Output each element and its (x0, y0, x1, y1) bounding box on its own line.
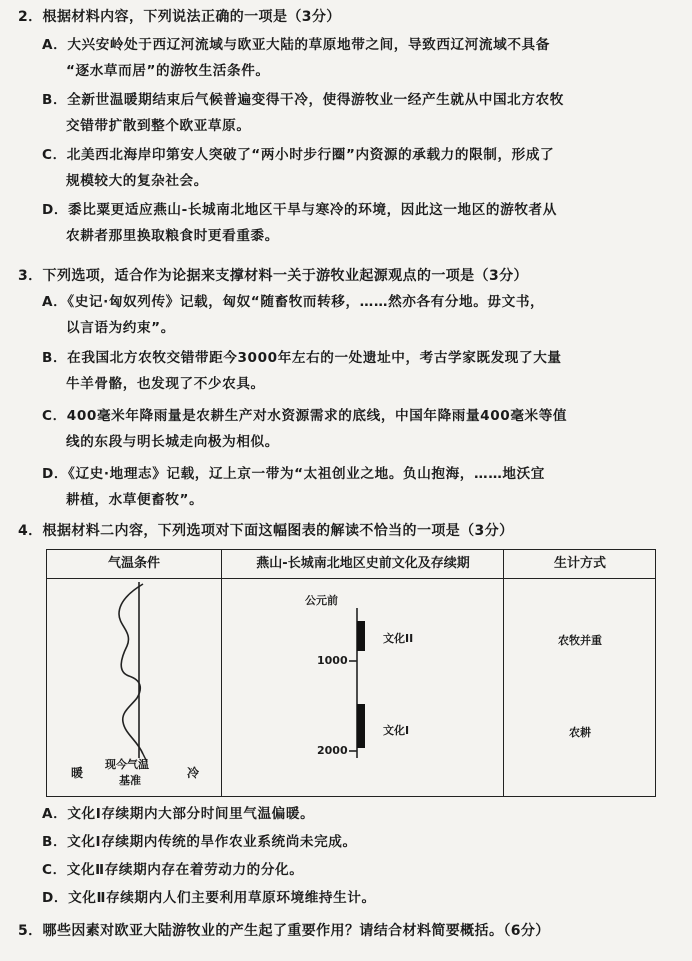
q4-option-c[interactable]: C．文化Ⅱ存续期内存在着劳动力的分化。 (42, 862, 304, 878)
warm-label: 暖 (71, 766, 84, 780)
q3-option-b-line1: B．在我国北方农牧交错带距今3000年左右的一处遗址中，考古学家既发现了大量 (42, 350, 562, 366)
q3-option-a[interactable] (42, 290, 662, 341)
culture-2-label: 文化II (383, 632, 414, 645)
q3-option-d-line1: D．《辽史·地理志》记载，辽上京一带为“太祖创业之地。负山抱海，……地沃宜 (42, 466, 545, 482)
q3-option-d[interactable] (42, 462, 662, 513)
q3-option-c-line2: 线的东段与明长城走向极为相似。 (66, 433, 279, 450)
baseline-label-line2: 基准 (119, 774, 141, 787)
q2-option-d-line1: D．黍比粟更适应燕山-长城南北地区干旱与寒冷的环境，因此这一地区的游牧者从 (42, 202, 557, 218)
q2-option-d-line2: 农耕者那里换取粮食时更看重黍。 (66, 227, 279, 244)
q3-option-b-line2: 牛羊骨骼，也发现了不少农具。 (66, 375, 265, 392)
q2-option-a[interactable] (42, 33, 662, 84)
question-4-stem: 4．根据材料二内容，下列选项对下面这幅图表的解读不恰当的一项是（3分） (18, 523, 514, 539)
culture-1-bar (357, 704, 365, 748)
q4-option-d[interactable]: D．文化Ⅱ存续期内人们主要利用草原环境维持生计。 (42, 890, 376, 906)
culture-2-bar (357, 621, 365, 651)
q3-option-a-line1: A．《史记·匈奴列传》记载，匈奴“随畜牧而转移，……然亦各有分地。毋文书， (42, 294, 545, 310)
culture-1-label: 文化I (383, 724, 410, 737)
q2-option-b-line2: 交错带扩散到整个欧亚草原。 (66, 117, 251, 134)
question-2-stem: 2．根据材料内容，下列说法正确的一项是（3分） (18, 9, 341, 25)
q4-option-b[interactable]: B．文化Ⅰ存续期内传统的旱作农业系统尚未完成。 (42, 834, 357, 850)
question-3-stem: 3．下列选项，适合作为论据来支撑材料一关于游牧业起源观点的一项是（3分） (18, 268, 528, 284)
cold-label: 冷 (187, 766, 200, 780)
q3-option-a-line2: 以言语为约束”。 (66, 319, 175, 336)
table-header-divider (47, 578, 655, 579)
q2-option-c-line2: 规模较大的复杂社会。 (66, 172, 208, 189)
q2-option-d[interactable] (42, 198, 662, 249)
header-cultures: 燕山-长城南北地区史前文化及存续期 (256, 556, 470, 571)
header-temperature: 气温条件 (107, 556, 160, 571)
livelihood-culture-1: 农耕 (569, 726, 591, 739)
table-column-divider-2 (503, 550, 504, 796)
header-livelihood: 生计方式 (553, 556, 606, 571)
culture-climate-table (46, 549, 656, 797)
q2-option-b[interactable] (42, 88, 662, 139)
question-5-stem: 5．哪些因素对欧亚大陆游牧业的产生起了重要作用？请结合材料简要概括。（6分） (18, 923, 550, 939)
timeline-title: 公元前 (305, 594, 338, 607)
q3-option-c-line1: C．400毫米年降雨量是农耕生产对水资源需求的底线，中国年降雨量400毫米等值 (42, 408, 568, 424)
q2-option-c-line1: C．北美西北海岸印第安人突破了“两小时步行圈”内资源的承载力的限制，形成了 (42, 147, 555, 163)
q3-option-b[interactable] (42, 346, 662, 397)
tick-2000-label: 2000 (317, 744, 348, 757)
q3-option-c[interactable] (42, 404, 662, 455)
q3-option-d-line2: 耕植，水草便畜牧”。 (66, 491, 204, 508)
q2-option-b-line1: B．全新世温暖期结束后气候普遍变得干冷，使得游牧业一经产生就从中国北方农牧 (42, 92, 564, 108)
q2-option-a-line2: “逐水草而居”的游牧生活条件。 (66, 62, 270, 79)
table-column-divider-1 (221, 550, 222, 796)
q2-option-c[interactable] (42, 143, 662, 194)
q4-option-a[interactable]: A．文化Ⅰ存续期内大部分时间里气温偏暖。 (42, 806, 315, 822)
baseline-label-line1: 现今气温 (105, 758, 149, 771)
q2-option-a-line1: A．大兴安岭处于西辽河流域与欧亚大陆的草原地带之间，导致西辽河流域不具备 (42, 37, 550, 53)
tick-1000-label: 1000 (317, 654, 348, 667)
livelihood-culture-2: 农牧并重 (558, 634, 602, 647)
